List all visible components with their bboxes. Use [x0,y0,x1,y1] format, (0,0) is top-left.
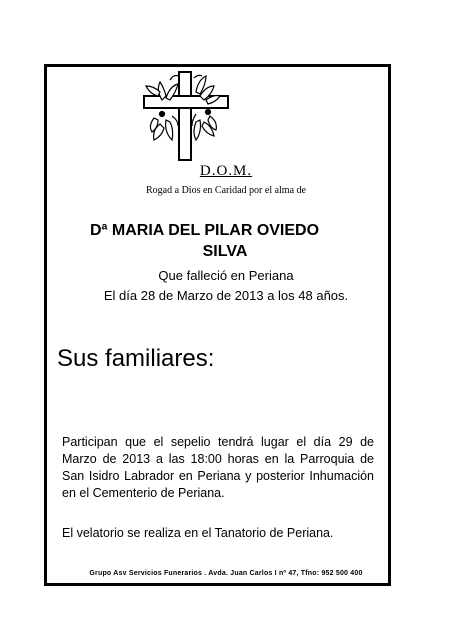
deceased-name-line1: Dª MARIA DEL PILAR OVIEDO [90,222,320,239]
deceased-name [90,220,390,262]
deceased-name-line2: SILVA [202,243,248,260]
funeral-home-footer: Grupo Asv Servicios Funerarios . Avda. Juan Carlos I nº 47, Tfno: 952 500 400 [89,570,363,577]
family-heading: Sus familiares: [57,345,215,372]
dom-heading: D.O.M. [199,163,253,179]
death-date-age: El día 28 de Marzo de 2013 a los 48 años. [103,288,349,303]
cross-with-lilies-icon [140,70,232,162]
wake-notice: El velatorio se realiza en el Tanatorio de Periana. [62,526,334,540]
death-place: Que falleció en Periana [158,268,294,283]
prayer-line: Rogad a Dios en Caridad por el alma de [146,185,306,196]
funeral-announcement: Participan que el sepelio tendrá lugar el día 29 de Marzo de 2013 a las 18:00 horas en la Parroquia de San Isidro Labrador en Periana y posterior Inhumación en el Cementerio de Periana. [62,435,374,500]
